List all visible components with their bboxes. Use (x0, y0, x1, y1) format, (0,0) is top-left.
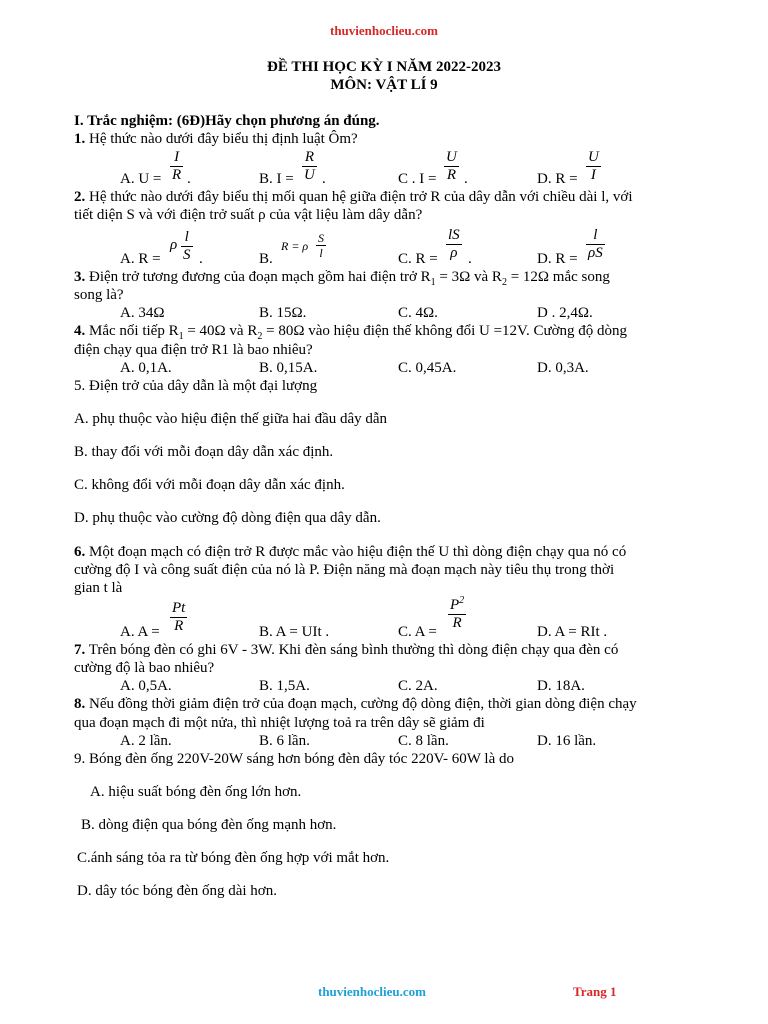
q1-option-b-end: . (322, 171, 326, 187)
q5-option-c: C. không đổi với mỗi đoạn dây dẫn xác định. (74, 477, 345, 493)
q1-option-a-fraction: I R (172, 149, 182, 183)
q5-option-a: A. phụ thuộc vào hiệu điện thế giữa hai đầu dây dẫn (74, 411, 388, 427)
q1-option-b: B. I = (259, 171, 294, 187)
site-footer[interactable]: thuvienhoclieu.com (318, 984, 426, 999)
q2-option-c: C. R = (398, 251, 438, 267)
q2-option-d: D. R = (537, 251, 578, 267)
exam-subject: MÔN: VẬT LÍ 9 (330, 77, 438, 93)
q2-option-a-end: . (199, 251, 203, 267)
question-5: 5. Điện trở của dây dẫn là một đại lượng (74, 378, 318, 394)
q8-option-a: A. 2 lần. (120, 733, 172, 749)
q7-option-c: C. 2A. (398, 678, 438, 694)
q9-option-c: C.ánh sáng tỏa ra từ bóng đèn ống hợp với mắt hơn. (77, 850, 390, 866)
q8-option-c: C. 8 lần. (398, 733, 449, 749)
q2-option-b: B. (259, 251, 273, 267)
question-7-line2: cường độ là bao nhiêu? (74, 660, 215, 676)
question-2: 2. Hệ thức nào dưới đây biểu thị mối quan hệ giữa điện trở R của dây dẫn với chiều dài l, với (74, 189, 633, 205)
q2-option-c-fraction: lS ρ (448, 227, 460, 261)
q1-option-a: A. U = (120, 171, 162, 187)
question-4-line2: điện chạy qua điện trở R1 là bao nhiêu? (74, 342, 313, 358)
q9-option-d: D. dây tóc bóng đèn ống dài hơn. (77, 883, 277, 899)
page-number: Trang 1 (573, 984, 617, 999)
q1-option-d: D. R = (537, 171, 578, 187)
q5-option-b: B. thay đổi với mỗi đoạn dây dẫn xác định. (74, 444, 334, 460)
q9-option-a: A. hiệu suất bóng đèn ống lớn hơn. (90, 784, 302, 800)
exam-title: ĐỀ THI HỌC KỲ I NĂM 2022-2023 (267, 59, 501, 75)
q4-option-d: D. 0,3A. (537, 360, 589, 376)
q6-option-d: D. A = RIt . (537, 624, 608, 640)
question-9: 9. Bóng đèn ống 220V-20W sáng hơn bóng đèn dây tóc 220V- 60W là do (74, 751, 514, 767)
q1-option-c: C . I = (398, 171, 437, 187)
q3-option-a: A. 34Ω (120, 305, 165, 321)
question-4: 4. Mắc nối tiếp $R_1 = 40\Omega$ và $R_2 = 80\Omega$ vào hiệu điện thế không đổi U =12V. Cường độ dòng (74, 323, 628, 342)
question-6-line2: cường độ I và công suất điện của nó là P. Điện năng mà đoạn mạch này tiêu thụ trong thời (74, 562, 615, 578)
question-3-line2: song là? (74, 287, 124, 303)
section-heading: I. Trắc nghiệm: (6Đ)Hãy chọn phương án đúng. (74, 113, 380, 129)
q3-option-b: B. 15Ω. (259, 305, 307, 321)
question-6-line3: gian t là (74, 580, 123, 596)
question-8: 8. Nếu đồng thời giảm điện trở của đoạn mạch, cường độ dòng điện, thời gian dòng điện chạy (74, 696, 637, 712)
q1-option-b-fraction: R U (304, 149, 315, 183)
q4-option-a: A. 0,1A. (120, 360, 172, 376)
q4-option-b: B. 0,15A. (259, 360, 318, 376)
q8-option-d: D. 16 lần. (537, 733, 597, 749)
question-2-line2: tiết diện S và với điện trở suất ρ của vật liệu làm dây dẫn? (74, 207, 423, 223)
q2-option-a-fraction: l S (183, 229, 191, 263)
q5-option-d: D. phụ thuộc vào cường độ dòng điện qua dây dẫn. (74, 510, 381, 526)
q2-option-b-fraction: S l (318, 231, 324, 260)
q4-option-c: C. 0,45A. (398, 360, 457, 376)
question-8-line2: qua đoạn mạch đi một nửa, thì nhiệt lượng toả ra trên dây sẽ giảm đi (74, 715, 485, 731)
q3-option-d: D . 2,4Ω. (537, 305, 593, 321)
q1-option-c-end: . (464, 171, 468, 187)
q9-option-b: B. dòng điện qua bóng đèn ống mạnh hơn. (81, 817, 337, 833)
q1-option-c-fraction: U R (446, 149, 457, 183)
question-7: 7. Trên bóng đèn có ghi 6V - 3W. Khi đèn sáng bình thường thì dòng điện chạy qua đèn có (74, 642, 619, 658)
q2-option-b-expr: R = ρ (281, 239, 309, 253)
q6-option-b: B. A = UIt . (259, 624, 330, 640)
q6-option-a-fraction: Pt R (172, 600, 186, 634)
q6-option-c: C. A = (398, 624, 437, 640)
q3-option-c: C. 4Ω. (398, 305, 438, 321)
q2-option-a: A. R = (120, 251, 161, 267)
q1-option-d-fraction: U I (588, 149, 599, 183)
question-6: 6. Một đoạn mạch có điện trở R được mắc vào hiệu điện thế U thì dòng điện chạy qua nó có (74, 544, 627, 560)
q7-option-b: B. 1,5A. (259, 678, 310, 694)
q8-option-b: B. 6 lần. (259, 733, 310, 749)
q6-option-a: A. A = (120, 624, 160, 640)
q1-option-a-end: . (187, 171, 191, 187)
q7-option-d: D. 18A. (537, 678, 585, 694)
q2-option-d-fraction: l ρS (588, 227, 603, 261)
question-1: 1. Hệ thức nào dưới đây biểu thị định luật Ôm? (74, 131, 358, 147)
q2-option-a-rho: ρ (170, 237, 178, 253)
site-header[interactable]: thuvienhoclieu.com (330, 23, 438, 38)
q6-option-c-fraction: $P^2$ R (450, 595, 465, 631)
question-3: 3. Điện trở tương đương của đoạn mạch gồm hai điện trở $R_1 = 3\Omega$ và $R_2 = 12\Omega$ mắc song (74, 269, 610, 288)
q7-option-a: A. 0,5A. (120, 678, 172, 694)
q2-option-c-end: . (468, 251, 472, 267)
